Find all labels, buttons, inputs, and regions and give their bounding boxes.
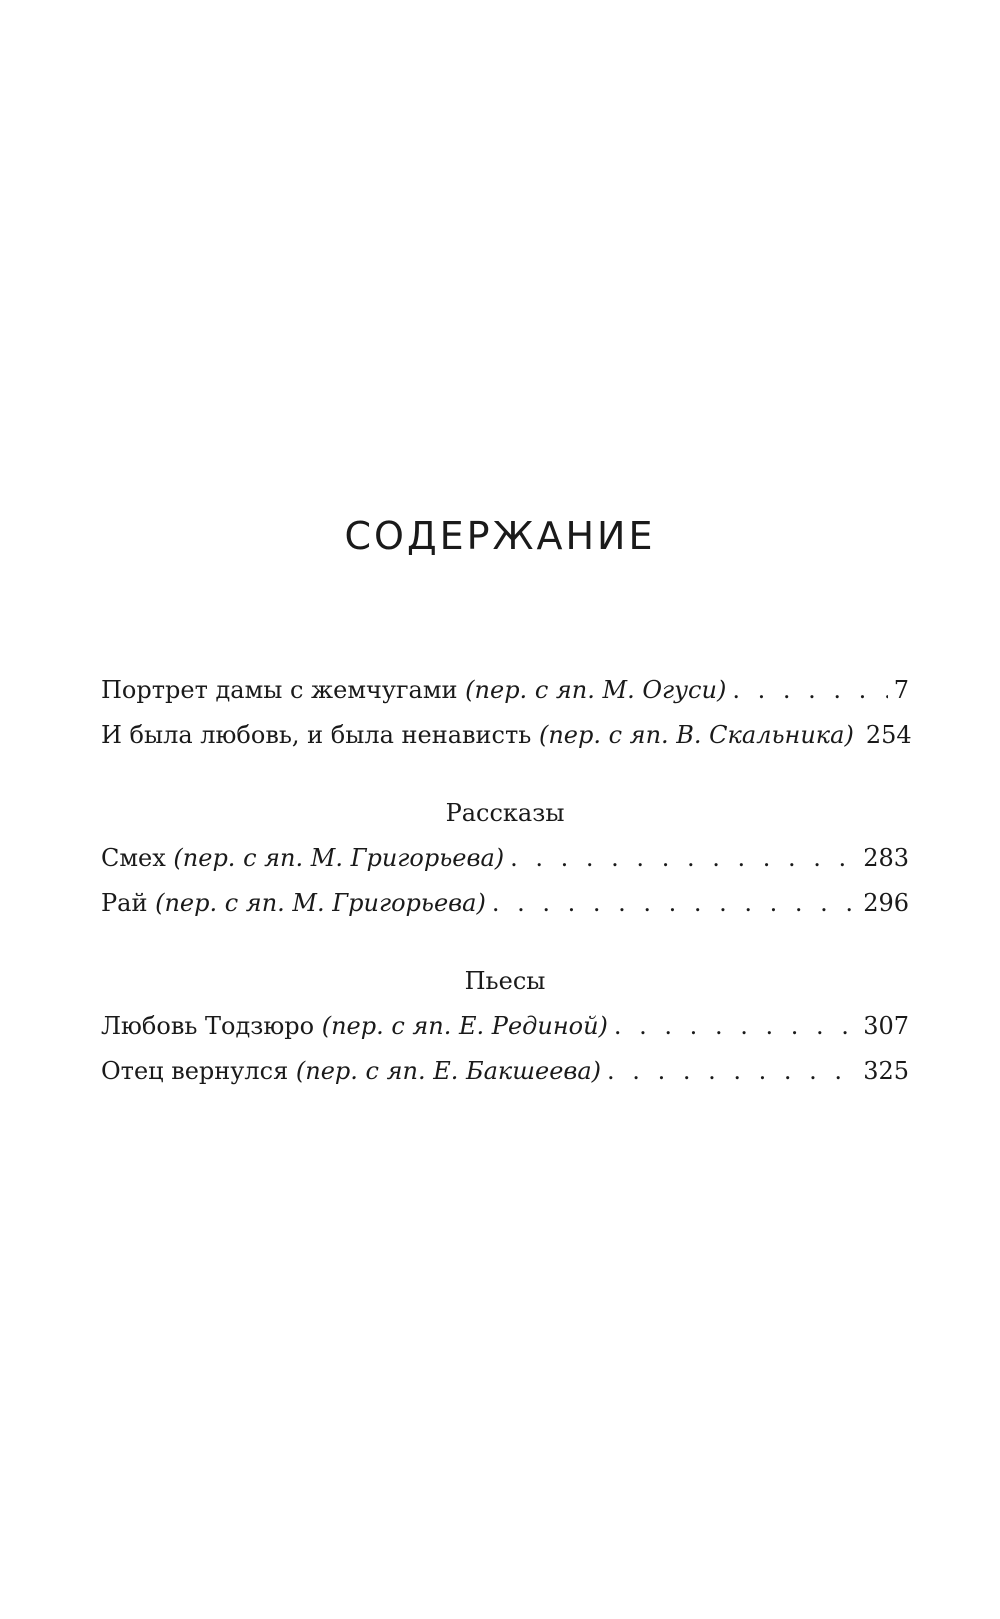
toc-entry-title: Смех (пер. с яп. М. Григорьева) [101,844,505,872]
toc-entry[interactable] [101,713,912,758]
toc-entry-title: Портрет дамы с жемчугами (пер. с яп. М. Огуси) [101,676,727,704]
section-heading-stories: Рассказы [445,799,565,827]
toc-group-plays [101,1004,909,1094]
toc-entry[interactable] [101,836,909,881]
toc-entry-translator: (пер. с яп. Е. Бакшеева) [295,1057,602,1085]
toc-entry-title: И была любовь, и была ненависть (пер. с яп. В. Скальника) [101,721,854,749]
table-of-contents [101,668,912,1094]
page-title: СОДЕРЖАНИЕ [344,514,656,558]
toc-entry-page: 7 [893,676,909,704]
toc-entry-page: 307 [863,1012,909,1040]
toc-entry-translator: (пер. с яп. Е. Рединой) [321,1012,608,1040]
dot-leader [510,836,857,881]
dot-leader [492,881,857,926]
toc-group-stories [101,836,909,926]
dot-leader [607,1049,857,1094]
toc-entry-title: Отец вернулся (пер. с яп. Е. Бакшеева) [101,1057,602,1085]
toc-entry-page: 325 [863,1057,909,1085]
toc-entry-translator: (пер. с яп. В. Скальника) [538,721,854,749]
toc-entry[interactable] [101,668,909,713]
toc-entry[interactable] [101,881,909,926]
toc-entry-translator: (пер. с яп. М. Григорьева) [155,889,486,917]
toc-entry[interactable] [101,1004,909,1049]
toc-entry-page: 254 [865,721,912,749]
toc-entry[interactable] [101,1049,909,1094]
section-heading-plays: Пьесы [464,967,546,995]
toc-group-main [101,668,912,758]
toc-entry-page: 283 [863,844,909,872]
dot-leader [614,1004,857,1049]
toc-entry-translator: (пер. с яп. М. Огуси) [465,676,727,704]
dot-leader [732,668,887,713]
toc-entry-translator: (пер. с яп. М. Григорьева) [173,844,505,872]
toc-entry-page: 296 [863,889,909,917]
toc-entry-title: Рай (пер. с яп. М. Григорьева) [101,889,486,917]
toc-entry-title: Любовь Тодзюро (пер. с яп. Е. Рединой) [101,1012,608,1040]
